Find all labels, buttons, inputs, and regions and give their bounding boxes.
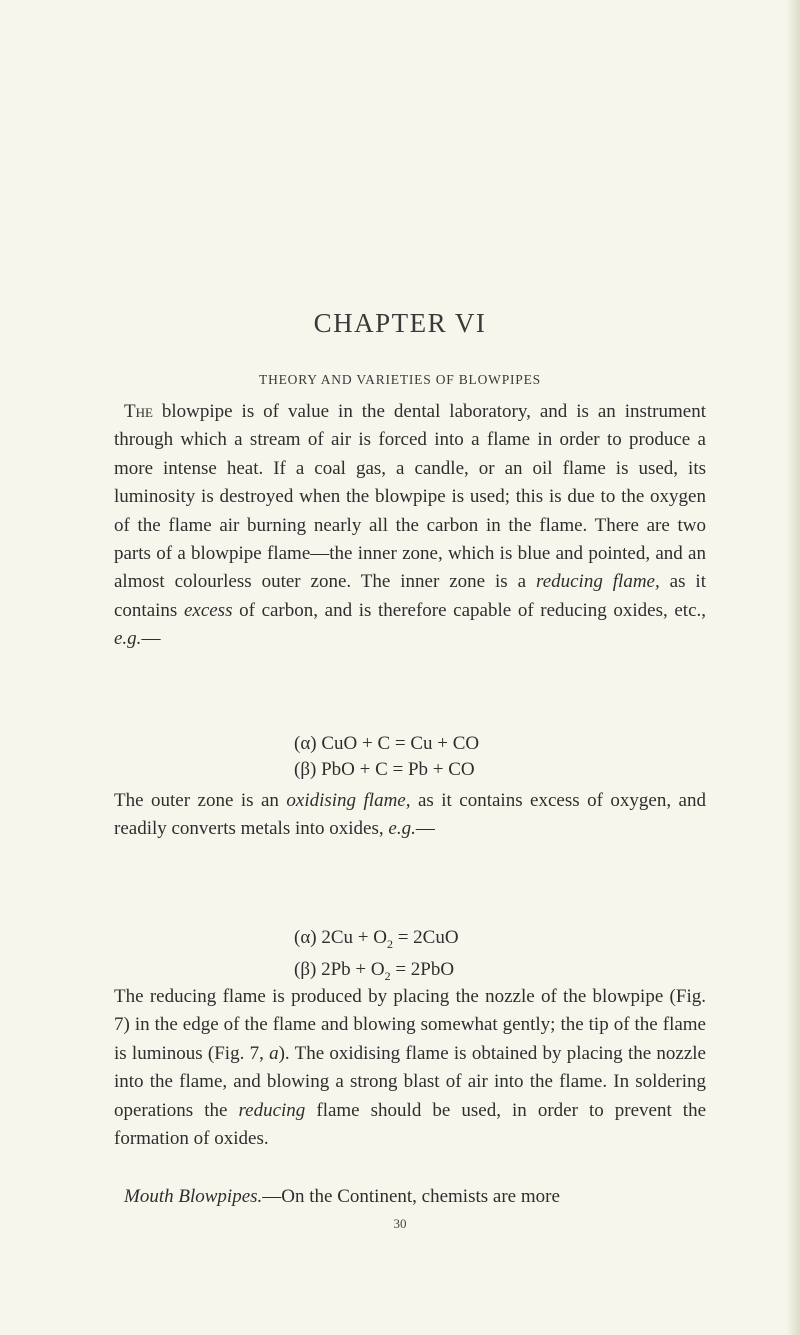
para2-italic-a: oxidising flame, xyxy=(286,790,411,811)
section-title: THEORY AND VARIETIES OF BLOWPIPES xyxy=(259,372,541,387)
para4-italic-a: Mouth Blowpipes. xyxy=(124,1186,263,1207)
eq-subscript: 2 xyxy=(386,936,393,951)
para2-italic-b: e.g. xyxy=(388,818,416,840)
para3-text-b: ). The oxidising flame is obtained by placing the nozzle into the flame, and blowing a strong blast of air into the flame. In soldering operations the xyxy=(114,1042,706,1121)
lead-word: The xyxy=(124,401,153,422)
para4-text-a: —On the Continent, chemists are more xyxy=(262,1186,560,1207)
equations-reducing xyxy=(294,731,479,783)
para1-italic-b: excess xyxy=(183,599,233,621)
equations-oxidising xyxy=(294,925,459,989)
para1-text-b: as it contains xyxy=(114,571,706,621)
paragraph-mouth-blowpipes xyxy=(124,1183,706,1211)
para1-text-a: blowpipe is of value in the dental laboratory, and is an instrument through which a stream of air is forced into a flame in order to produce a more intense heat. If a coal gas, a candle, or an oil flame is used, its luminosity is destroyed when the blowpipe is used; this is due to the oxygen of the flame air burning nearly all the carbon in the flame. There are two parts of a blowpipe flame—the inner zone, which is blue and pointed, and an almost colourless outer zone. The inner zone is a xyxy=(114,401,706,593)
para3-italic-a: a xyxy=(269,1042,279,1064)
equation-alpha-reducing: (α) CuO + C = Cu + CO xyxy=(294,733,480,754)
para1-text-d: — xyxy=(141,628,161,650)
para2-text-c: — xyxy=(415,818,435,840)
para2-text-a: The outer zone is an xyxy=(114,790,287,811)
page-edge-shadow xyxy=(786,0,800,1335)
equation-alpha-oxidising xyxy=(294,925,459,957)
paragraph-flame-use xyxy=(114,983,706,1153)
eq-text: = 2CuO xyxy=(392,927,459,948)
chapter-title: CHAPTER VI xyxy=(313,308,487,338)
para1-text-c: of carbon, and is therefore capable of reducing oxides, etc., xyxy=(232,599,706,621)
para3-text-a: The reducing flame is produced by placing the nozzle of the blowpipe (Fig. 7) in the edge of the flame and blowing somewhat gently; the tip of the flame is luminous (Fig. 7, xyxy=(114,986,706,1064)
eq-text: = 2PbO xyxy=(390,958,455,980)
para3-text-c: flame should be used, in order to prevent the formation of oxides. xyxy=(114,1099,707,1150)
page-number: 30 xyxy=(393,1216,407,1231)
para2-text-b: as it contains excess of oxygen, and readily converts metals into oxides, xyxy=(114,790,706,840)
paragraph-intro xyxy=(114,398,706,654)
eq-text: (β) 2Pb + O xyxy=(294,958,385,980)
para3-italic-b: reducing xyxy=(238,1099,306,1121)
para1-italic-c: e.g. xyxy=(114,628,142,650)
equation-beta-reducing: (β) PbO + C = Pb + CO xyxy=(294,759,475,780)
para1-italic-a: reducing flame, xyxy=(536,571,660,593)
paragraph-oxidising xyxy=(114,787,706,844)
eq-text: (α) 2Cu + O xyxy=(294,927,387,948)
eq-subscript: 2 xyxy=(384,968,391,983)
